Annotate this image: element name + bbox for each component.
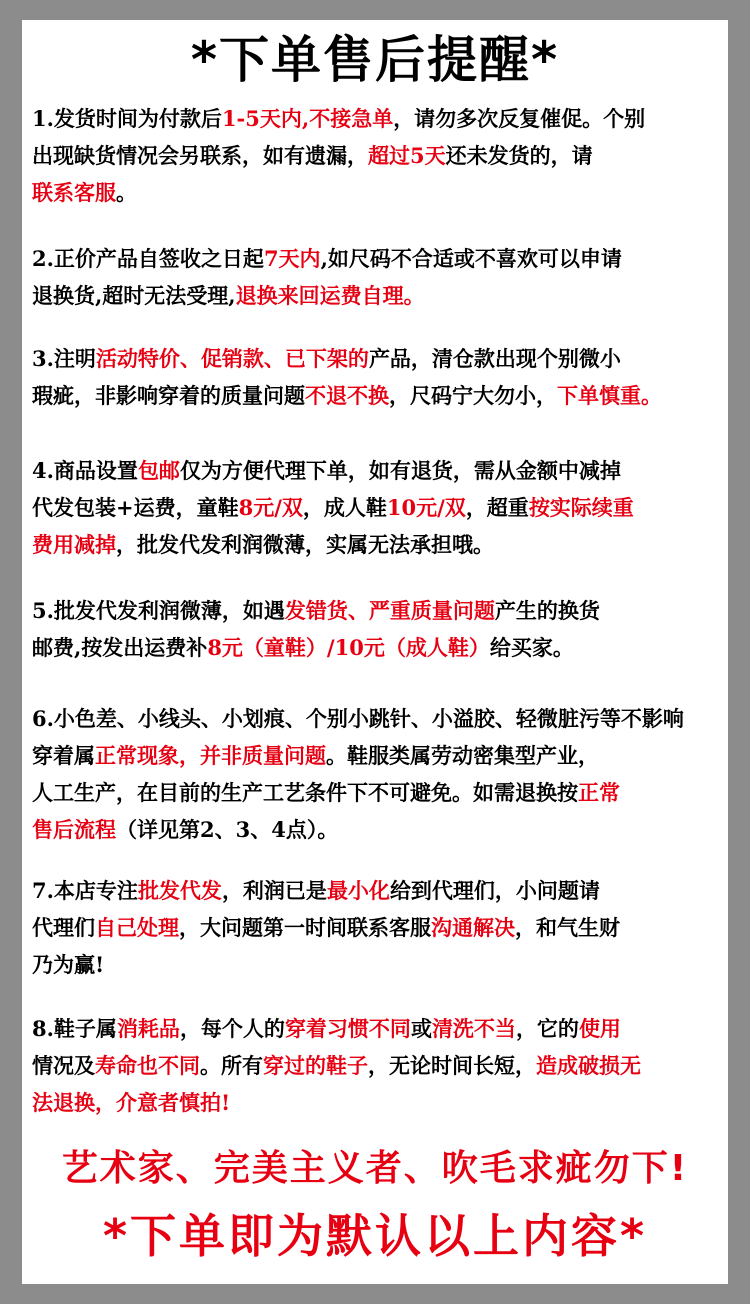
body-text: 。 [116,180,137,205]
notice-item-4 [32,452,732,563]
notice-line [32,592,732,629]
notice-line [32,240,732,277]
body-text: ，利润已是 [221,878,327,903]
notice-item-2 [32,240,732,314]
highlight-text: 寿命也不同 [95,1053,200,1078]
body-text: ，请勿多次反复催促。个别 [393,106,646,131]
body-text: ，大问题第一时间联系客服 [179,915,431,940]
notice-line [32,1047,732,1084]
notice-line [32,811,732,848]
body-text: 产品，清仓款出现个别微小 [368,346,621,371]
notice-line [32,100,732,137]
highlight-text: 7天内 [263,246,321,271]
highlight-text: 按实际续重 [528,495,634,520]
highlight-text: 包邮 [137,458,180,483]
body-text: ，批发代发利润微薄，实属无法承担哦。 [116,532,494,557]
highlight-text: 超过5天 [368,143,446,168]
slogan-warning: 艺术家、完美主义者、吹毛求疵勿下! [61,1148,689,1189]
highlight-text: 正常现象，并非质量问题 [95,743,326,768]
highlight-text: 最小化 [326,878,390,903]
body-text: 还未发货的，请 [445,143,593,168]
body-text: 给到代理们，小问题请 [389,878,600,903]
body-text: 邮费,按发出运费补 [32,635,208,660]
body-text: ，无论时间长短， [368,1053,536,1078]
notice-item-1 [32,100,732,211]
highlight-text: 穿过的鞋子 [263,1053,368,1078]
notice-line [32,174,732,211]
highlight-text: 清洗不当 [431,1016,516,1041]
notice-item-5 [32,592,732,666]
highlight-text: 发错货、严重质量问题 [284,598,495,623]
body-text: 5.批发代发利润微薄，如遇 [32,598,285,623]
notice-line [32,489,732,526]
body-text: 3.注明 [32,346,96,371]
body-text: 2.正价产品自签收之日起 [32,246,264,271]
body-text: 。所有 [200,1053,263,1078]
notice-line [32,377,732,414]
body-text: ，和气生财 [515,915,620,940]
body-text: 穿着属 [32,743,95,768]
highlight-text: 消耗品 [116,1016,180,1041]
body-text: ，每个人的 [179,1016,285,1041]
highlight-text: 10元/双 [386,495,466,520]
highlight-text: 8元（童鞋）/10元（成人鞋） [207,635,490,660]
body-text: 给买家。 [489,635,574,660]
highlight-text: 联系客服 [32,180,116,205]
highlight-text: 穿着习惯不同 [284,1016,411,1041]
highlight-text: 8元/双 [238,495,303,520]
notice-item-6 [32,700,732,848]
body-text: ，超重 [465,495,529,520]
body-text: 人工生产，在目前的生产工艺条件下不可避免。如需退换按 [32,780,578,805]
highlight-text: 下单慎重。 [557,383,662,408]
notice-panel [22,20,728,1284]
body-text: 退换货,超时无法受理, [32,283,236,308]
body-text: 或 [410,1016,432,1041]
body-text: （详见第2、3、4点）。 [116,817,339,842]
page-title: *下单售后提醒* [190,31,560,89]
body-text: 代理们 [32,915,95,940]
highlight-text: 批发代发 [137,878,222,903]
notice-line [32,340,732,377]
notice-line [32,774,732,811]
body-text: 产生的换货 [494,598,600,623]
body-text: 代发包装+运费，童鞋 [32,495,239,520]
highlight-text: 售后流程 [32,817,116,842]
notice-line [32,909,732,946]
body-text: 1.发货时间为付款后 [32,106,222,131]
notice-line [32,526,732,563]
body-text: 情况及 [32,1053,95,1078]
highlight-text: 活动特价、促销款、已下架的 [95,346,369,371]
highlight-text: 1-5天内,不接急单 [221,106,394,131]
highlight-text: 沟通解决 [431,915,515,940]
body-text: 8.鞋子属 [32,1016,117,1041]
highlight-text: 退换来回运费自理。 [235,283,425,308]
notice-item-8 [32,1010,732,1121]
notice-line [32,872,732,909]
body-text: 6.小色差、小线头、小划痕、个别小跳针、小溢胶、轻微脏污等不影响 [32,706,684,731]
body-text: ，它的 [515,1016,579,1041]
notice-line [32,1084,732,1121]
highlight-text: 不退不换 [305,383,389,408]
notice-line [32,137,732,174]
body-text: 4.商品设置 [32,458,138,483]
body-text: 仅为方便代理下单，如有退货，需从金额中减掉 [179,458,621,483]
body-text: 乃为赢! [32,952,105,977]
highlight-text: 正常 [578,780,620,805]
notice-line [32,1010,732,1047]
notice-line [32,700,732,737]
notice-line [32,737,732,774]
notice-line [32,946,732,983]
notice-line [32,452,732,489]
body-text: 瑕疵，非影响穿着的质量问题 [32,383,305,408]
highlight-text: 费用减掉 [32,532,116,557]
body-text: 7.本店专注 [32,878,138,903]
body-text: 出现缺货情况会另联系，如有遗漏， [32,143,368,168]
notice-item-3 [32,340,732,414]
highlight-text: 造成破损无 [536,1053,641,1078]
notice-line [32,277,732,314]
highlight-text: 法退换，介意者慎拍! [32,1090,231,1115]
body-text: ,如尺码不合适或不喜欢可以申请 [320,246,622,271]
notice-line [32,629,732,666]
body-text: ，尺码宁大勿小， [389,383,557,408]
highlight-text: 使用 [578,1016,621,1041]
body-text: ，成人鞋 [302,495,387,520]
slogan-default-agreement: *下单即为默认以上内容* [102,1209,648,1263]
notice-item-7 [32,872,732,983]
body-text: 。鞋服类属劳动密集型产业， [326,743,599,768]
highlight-text: 自己处理 [95,915,179,940]
